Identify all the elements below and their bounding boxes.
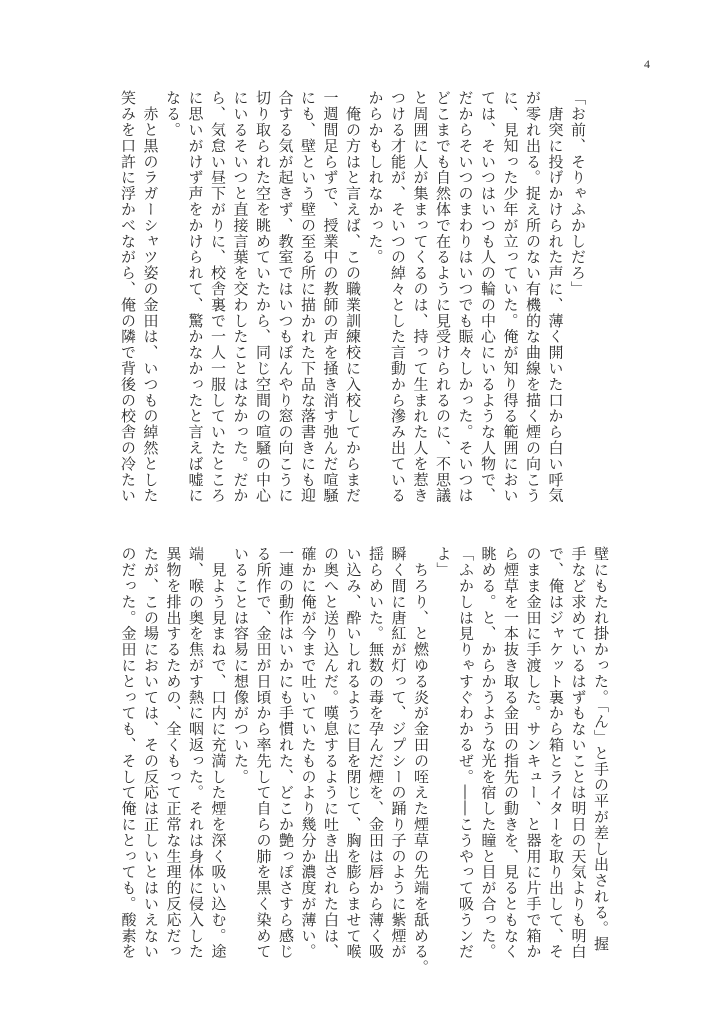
text-line: に思いがけず声をかけられて、驚かなかったと言えば嘘に bbox=[186, 90, 205, 504]
text-line: 異物を排出するための、全くもって正常な生理的反応だっ bbox=[164, 546, 183, 960]
text-block-upper bbox=[116, 90, 589, 510]
text-line: い込み、酔いしれるように目を閉じて、胸を膨らませて喉 bbox=[344, 546, 363, 960]
text-line: のまま金田に手渡した。サンキュー、と器用に片手で箱か bbox=[524, 546, 543, 960]
text-line: ては、そいつはいつも人の輪の中心にいるような人物で、 bbox=[479, 90, 497, 504]
text-line: よ」 bbox=[434, 546, 453, 578]
text-line: ら、気怠い昼下がりに、校舎裏で一人一服していたところ bbox=[209, 90, 227, 504]
text-line: たが、この場においては、その反応は正しいとはいえない bbox=[142, 546, 160, 960]
text-line: 端、喉の奥を焦がす熱に咽返った。それは身体に侵入した bbox=[187, 546, 205, 960]
text-line: 「ふかしは見りゃすぐわかるぜ。――こうやって吸うンだ bbox=[457, 546, 475, 960]
text-line: つける才能が、そいつの綽々とした言動から滲み出ている bbox=[389, 90, 407, 504]
text-line: 一週間足らずで、授業中の教師の声を掻き消す弛んだ喧騒 bbox=[321, 90, 340, 504]
text-line: 笑みを口許に浮かべながら、俺の隣で背後の校舎の冷たい bbox=[119, 90, 137, 504]
text-line: が零れ出る。捉え所のない有機的な曲線を描く煙の向こう bbox=[524, 90, 542, 504]
page-number: 4 bbox=[644, 57, 650, 71]
text-line: のだった。金田にとっても、そして俺にとっても。酸素を bbox=[119, 546, 138, 960]
text-block-lower bbox=[117, 546, 612, 976]
text-line: 俺の方はと言えば、この職業訓練校に入校してからまだ bbox=[344, 90, 362, 504]
text-line: にも、壁という壁の至る所に描かれた下品な落書きにも迎 bbox=[299, 90, 317, 504]
text-line: からかもしれなかった。 bbox=[366, 90, 385, 265]
text-line: 見よう見まねで、口内に充満した煙を深く吸い込む。途 bbox=[209, 546, 228, 960]
text-line: に、見知った少年が立っていた。俺が知り得る範囲におい bbox=[501, 90, 520, 504]
text-line: 揺らめいた。無数の毒を孕んだ煙を、金田は唇から薄く吸 bbox=[367, 546, 385, 960]
text-line: どこまでも自然体で在るように見受けられるのに、不思議 bbox=[434, 90, 452, 504]
text-line: る所作で、金田が日頃から率先して自らの肺を黒く染めて bbox=[254, 546, 273, 960]
text-line: 合する気が起きず、教室ではいつもぼんやり窓の向こうに bbox=[276, 90, 295, 504]
text-line: 眺める。と、からかうような光を宿した瞳と目が合った。 bbox=[479, 546, 498, 960]
text-line: 一連の動作はいかにも手慣れた、どこか艶っぽさすら感じ bbox=[277, 546, 295, 960]
text-line: 赤と黒のラガーシャツ姿の金田は、いつもの綽然とした bbox=[141, 90, 160, 504]
text-line: 切り取られた空を眺めていたから、同じ空間の喧騒の中心 bbox=[254, 90, 272, 504]
text-line: 壁にもたれ掛かった。「ん」と手の平が差し出される。握 bbox=[592, 546, 610, 952]
text-line: 確かに俺が今まで吐いていたものより幾分か濃度が薄い。 bbox=[299, 546, 318, 960]
text-line: 「お前、そりゃふかしだろ」 bbox=[569, 90, 587, 297]
text-line: の奥へと送り込んだ。嘆息するように吐き出された白は、 bbox=[322, 546, 340, 960]
text-line: だからそいつのまわりはいつでも賑々しかった。そいつは bbox=[456, 90, 475, 504]
text-line: 瞬く間に唐紅が灯って、ジプシーの踊り子のように紫煙が bbox=[389, 546, 408, 960]
text-line: いることは容易に想像がついた。 bbox=[232, 546, 250, 785]
text-line: 手など求めているはずもないことは明日の天気よりも明白 bbox=[569, 546, 588, 960]
text-line: 唐突に投げかけられた声に、薄く開いた口から白い呼気 bbox=[546, 90, 565, 504]
text-line: にいるそいつと直接言葉を交わしたことはなかった。だか bbox=[231, 90, 250, 504]
text-line: ら煙草を一本抜き取る金田の指先の動きを、見るともなく bbox=[502, 546, 520, 960]
text-line: なる。 bbox=[164, 90, 182, 138]
text-line: で、俺はジャケット裏から箱とライターを取り出して、そ bbox=[547, 546, 565, 960]
text-line: と周囲に人が集まってくるのは、持って生まれた人を惹き bbox=[411, 90, 430, 504]
text-line: ちろり、と燃ゆる炎が金田の咥えた煙草の先端を舐める。 bbox=[412, 546, 430, 976]
